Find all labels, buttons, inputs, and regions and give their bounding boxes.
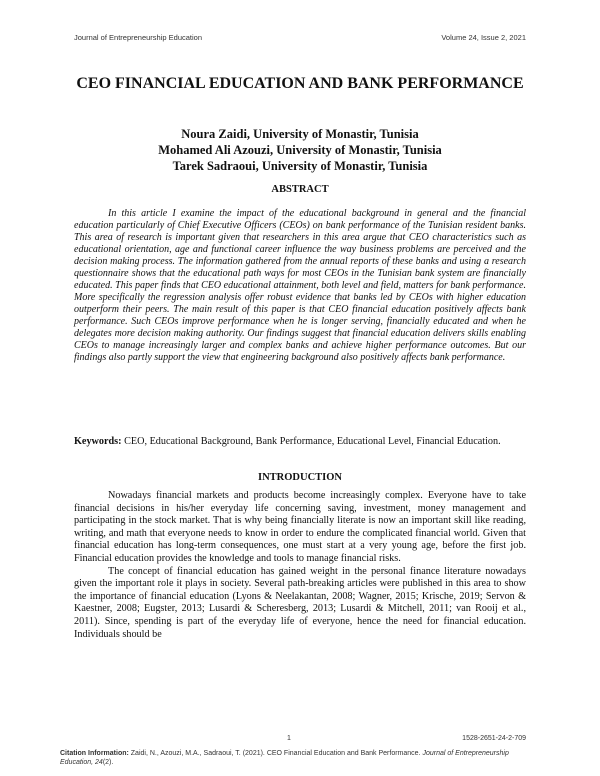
author-1: Noura Zaidi, University of Monastir, Tunisia <box>181 127 419 141</box>
introduction-body <box>74 490 526 641</box>
article-id: 1528-2651-24-2-709 <box>462 735 526 742</box>
citation-journal: Journal of Entrepreneurship Education, 24 <box>60 750 509 766</box>
abstract-heading: ABSTRACT <box>271 184 329 195</box>
volume-issue: Volume 24, Issue 2, 2021 <box>441 33 526 42</box>
intro-paragraph-2: The concept of financial education has gained weight in the personal finance literature nowadays given the important role it plays in society. Several path-breaking articles were published in this area to show the importance of financial education (Lyons & Neelakantan, 2008; Wagner, 2015; Krische, 2019; Servon & Kaestner, 2008; Eugster, 2013; Lusardi & Scheresberg, 2013; Lusardi & Mitchell, 2011; van Rooij et al., 2011). Since, spending is part of the everyday life of everyone, hence the need for financial education. Individuals should be <box>74 565 526 640</box>
citation-text: Zaidi, N., Azouzi, M.A., Sadraoui, T. (2021). CEO Financial Education and Bank Performance. <box>130 750 421 757</box>
page-number: 1 <box>287 735 291 742</box>
paper-title: CEO FINANCIAL EDUCATION AND BANK PERFORMANCE <box>76 75 524 92</box>
author-list <box>60 126 540 174</box>
citation-info <box>60 749 540 767</box>
keywords <box>74 435 526 448</box>
author-2: Mohamed Ali Azouzi, University of Monastir, Tunisia <box>158 143 442 157</box>
introduction-heading: INTRODUCTION <box>257 472 342 483</box>
abstract-text: In this article I examine the impact of the educational background in general and the financial education particularly of Chief Executive Officers (CEOs) on bank performance of the Tunisian resident banks. This area of research is important given that researchers in this area argue that CEO characteristics such as educational orientation, age and functional career influence the way business problems are perceived and the decision making process. The information gathered from the annual reports of these banks and using a research questionnaire shows that the educational path ways for most CEOs in the Tunisian bank system are financially educated. This paper finds that CEO educational attainment, both level and field, matters for bank performance. More specifically the regression analysis offer robust evidence that banks led by CEOs with higher education outperform their peers. The main result of this paper is that CEO financial education positively affects bank performance. Such CEOs improve performance when he is longer serving, financially educated and when he delegates more decision making authority. Our findings suggest that financial education delivers skills enabling CEOs to manage increasingly larger and complex banks and achieve higher performance outcomes. But our findings also partly support the view that engineering background also positively affects bank performance. <box>74 208 526 363</box>
keywords-text: CEO, Educational Background, Bank Performance, Educational Level, Financial Education. <box>124 436 501 447</box>
intro-paragraph-1: Nowadays financial markets and products become increasingly complex. Everyone have to take financial decisions in his/her everyday life concerning saving, investment, money management and participating in the stock market. That is why being financially literate is now an important skill like reading, writing, and math that everyone needs to know in order to endure the complicated financial world. Given that financial education has long-term consequences, one must start at a very young age, before the first job. Financial education provides the knowledge and tools to manage financial risks. <box>74 490 526 564</box>
citation-label: Citation Information: <box>60 750 129 757</box>
journal-name: Journal of Entrepreneurship Education <box>74 33 202 42</box>
citation-issue: (2). <box>102 759 114 766</box>
author-3: Tarek Sadraoui, University of Monastir, Tunisia <box>172 159 428 173</box>
keywords-label: Keywords: <box>74 436 122 447</box>
running-header <box>74 33 526 42</box>
